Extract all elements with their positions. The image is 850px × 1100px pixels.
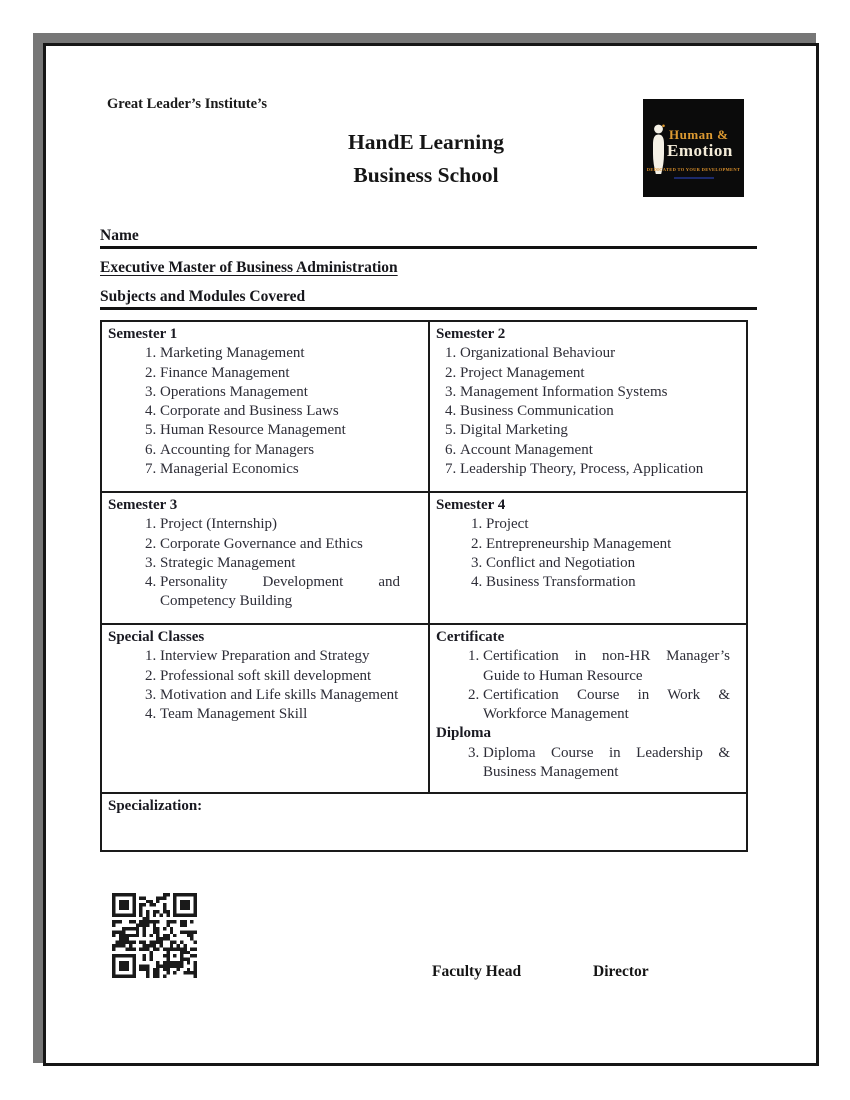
section-title: Subjects and Modules Covered bbox=[100, 288, 306, 305]
semester4-title: Semester 4 bbox=[436, 497, 506, 513]
semester4-cell bbox=[428, 491, 746, 623]
modules-table bbox=[100, 320, 748, 852]
list-item: 3. Strategic Management bbox=[160, 554, 402, 573]
certificate-diploma-cell bbox=[428, 623, 746, 792]
institute-name: Great Leader’s Institute’s bbox=[107, 96, 268, 112]
list-item: 3. Motivation and Life skills Management bbox=[160, 686, 402, 705]
list-item: 6. Accounting for Managers bbox=[160, 441, 402, 460]
list-item: 2. Project Management bbox=[460, 364, 736, 383]
list-item: 1. Project (Internship) bbox=[160, 515, 402, 534]
program-title: Executive Master of Business Administration bbox=[100, 259, 398, 276]
list-item: 3. Operations Management bbox=[160, 383, 402, 402]
certificate-title: Certificate bbox=[436, 629, 505, 645]
specialization-cell bbox=[102, 792, 746, 850]
list-item: 1. Certification in non-HR Manager’s Guide to Human Resource bbox=[483, 647, 732, 686]
semester3-list bbox=[108, 515, 422, 611]
semester2-list bbox=[436, 344, 740, 479]
special-classes-title: Special Classes bbox=[108, 629, 205, 645]
list-item: 2. Finance Management bbox=[160, 364, 402, 383]
list-item: 1. Marketing Management bbox=[160, 344, 402, 363]
list-item: 2. Entrepreneurship Management bbox=[486, 535, 730, 554]
name-underline-rule bbox=[100, 246, 757, 249]
school-title-line2: Business School bbox=[353, 163, 499, 187]
list-item: 1. Interview Preparation and Strategy bbox=[160, 647, 402, 666]
semester3-title: Semester 3 bbox=[108, 497, 178, 513]
humane-emotion-logo bbox=[643, 99, 744, 197]
list-item: 3. Conflict and Negotiation bbox=[486, 554, 730, 573]
list-item: 1. Organizational Behaviour bbox=[460, 344, 736, 363]
list-item: 5. Digital Marketing bbox=[460, 421, 736, 440]
list-item: 5. Human Resource Management bbox=[160, 421, 402, 440]
list-item: 4. Team Management Skill bbox=[160, 705, 402, 724]
list-item: 3. Diploma Course in Leadership & Business Management bbox=[483, 744, 732, 783]
list-item: 7. Managerial Economics bbox=[160, 460, 402, 479]
director-label: Director bbox=[593, 963, 649, 980]
list-item: 2. Corporate Governance and Ethics bbox=[160, 535, 402, 554]
specialization-label: Specialization: bbox=[108, 798, 203, 814]
diploma-list bbox=[436, 744, 740, 783]
list-item: 3. Management Information Systems bbox=[460, 383, 736, 402]
list-item: 7. Leadership Theory, Process, Application bbox=[460, 460, 736, 479]
semester2-title: Semester 2 bbox=[436, 326, 506, 342]
list-item: 2. Certification Course in Work & Workforce Management bbox=[483, 686, 732, 725]
list-item: 4. Corporate and Business Laws bbox=[160, 402, 402, 421]
list-item: 6. Account Management bbox=[460, 441, 736, 460]
semester4-list bbox=[436, 515, 740, 592]
special-classes-list bbox=[108, 647, 422, 724]
diploma-title: Diploma bbox=[436, 725, 492, 742]
list-item: 1. Project bbox=[486, 515, 730, 534]
school-title-line1: HandE Learning bbox=[348, 130, 504, 154]
logo-tagline: DEDICATED TO YOUR DEVELOPMENT bbox=[646, 167, 741, 172]
logo-text-emotion: Emotion bbox=[667, 141, 733, 160]
special-classes-cell bbox=[102, 623, 428, 792]
list-item: 4. Business Transformation bbox=[486, 573, 730, 592]
semester1-list bbox=[108, 344, 422, 479]
logo-text-human: Human & bbox=[669, 127, 729, 142]
section-underline-rule bbox=[100, 307, 757, 310]
certificate-list bbox=[436, 647, 740, 724]
qr-code bbox=[112, 893, 197, 978]
list-item: 4. Business Communication bbox=[460, 402, 736, 421]
name-label: Name bbox=[100, 227, 139, 244]
semester2-cell bbox=[428, 322, 746, 491]
list-item: 4. Personality Development and Competency Building bbox=[160, 573, 402, 612]
faculty-head-label: Faculty Head bbox=[432, 963, 522, 980]
semester1-title: Semester 1 bbox=[108, 326, 178, 342]
logo-divider bbox=[674, 177, 714, 179]
list-item: 2. Professional soft skill development bbox=[160, 667, 402, 686]
semester3-cell bbox=[102, 491, 428, 623]
semester1-cell bbox=[102, 322, 428, 491]
